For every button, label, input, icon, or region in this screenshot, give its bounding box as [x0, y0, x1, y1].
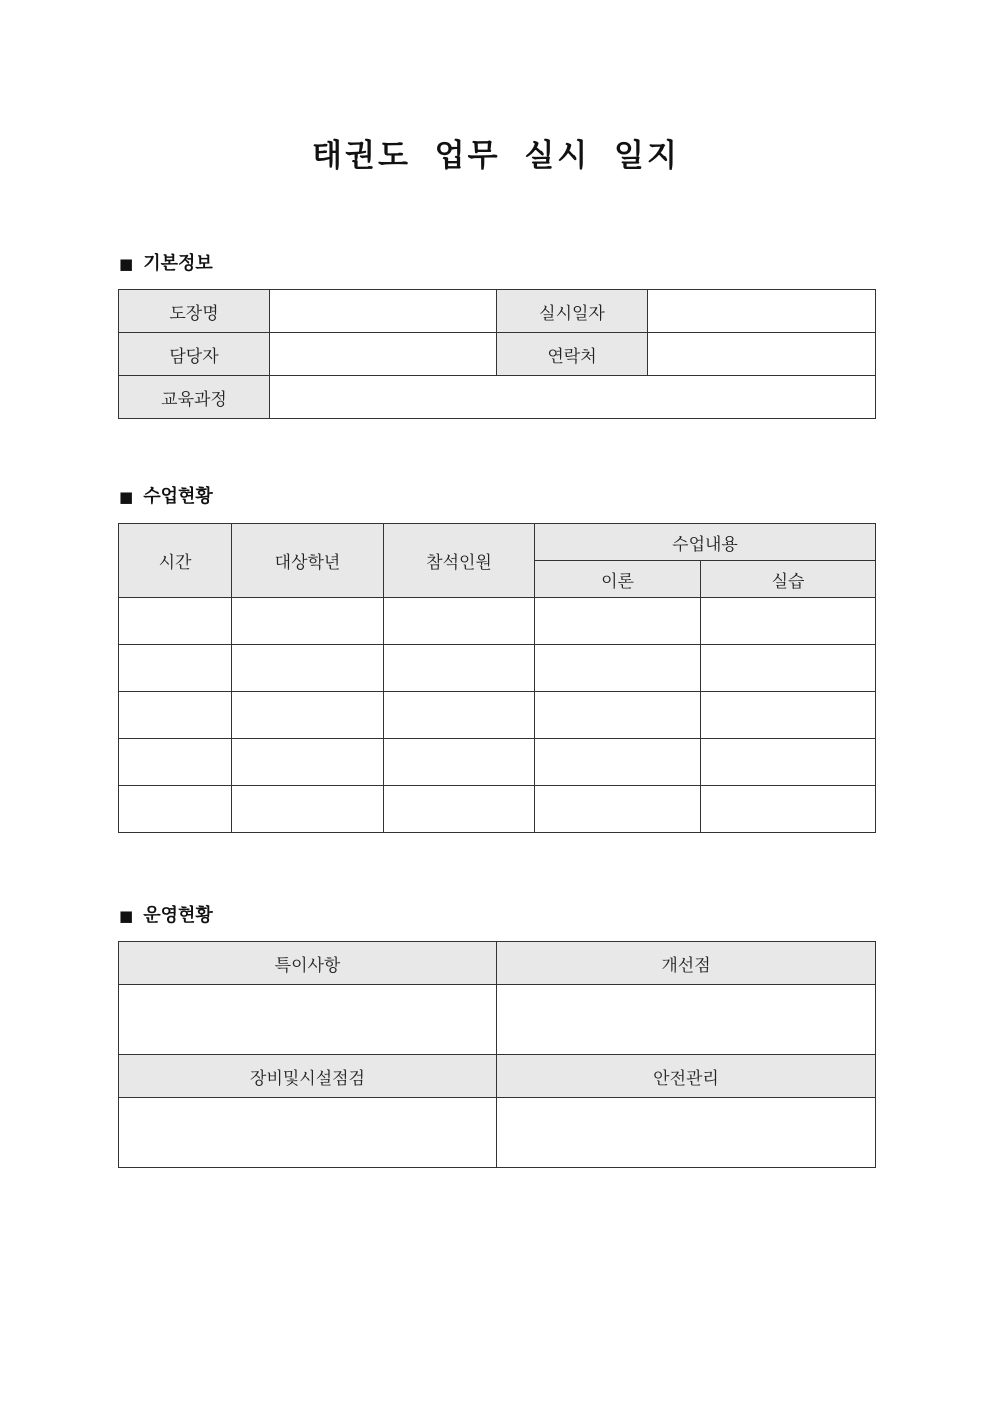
table-row — [119, 786, 876, 833]
improvements-field[interactable] — [497, 985, 876, 1055]
course-label: 교육과정 — [119, 376, 270, 419]
theory-cell[interactable] — [535, 598, 701, 645]
date-field[interactable] — [648, 290, 876, 333]
basic-info-table — [118, 289, 876, 419]
section-heading-basic-info — [119, 252, 213, 276]
time-cell[interactable] — [119, 692, 232, 739]
dojang-name-field[interactable] — [270, 290, 497, 333]
table-row — [119, 598, 876, 645]
section-heading-class-status — [119, 485, 213, 509]
square-bullet-icon: ■ — [119, 255, 134, 273]
time-cell[interactable] — [119, 598, 232, 645]
attendance-cell[interactable] — [384, 786, 535, 833]
section-title: 기본정보 — [143, 253, 213, 274]
time-cell[interactable] — [119, 645, 232, 692]
contact-field[interactable] — [648, 333, 876, 376]
theory-cell[interactable] — [535, 739, 701, 786]
practice-cell[interactable] — [701, 598, 876, 645]
col-header-theory: 이론 — [535, 561, 701, 598]
section-title: 수업현황 — [143, 486, 213, 507]
section-heading-operations — [119, 904, 213, 928]
class-status-table — [118, 523, 876, 833]
improvements-label: 개선점 — [497, 942, 876, 985]
col-header-time: 시간 — [119, 524, 232, 598]
theory-cell[interactable] — [535, 692, 701, 739]
grade-cell[interactable] — [232, 645, 384, 692]
contact-label: 연락처 — [497, 333, 648, 376]
practice-cell[interactable] — [701, 786, 876, 833]
grade-cell[interactable] — [232, 739, 384, 786]
grade-cell[interactable] — [232, 692, 384, 739]
manager-label: 담당자 — [119, 333, 270, 376]
table-row — [119, 739, 876, 786]
square-bullet-icon: ■ — [119, 488, 134, 506]
grade-cell[interactable] — [232, 786, 384, 833]
equipment-check-label: 장비및시설점검 — [119, 1055, 497, 1098]
practice-cell[interactable] — [701, 645, 876, 692]
col-header-practice: 실습 — [701, 561, 876, 598]
col-header-grade: 대상학년 — [232, 524, 384, 598]
attendance-cell[interactable] — [384, 645, 535, 692]
time-cell[interactable] — [119, 739, 232, 786]
practice-cell[interactable] — [701, 739, 876, 786]
attendance-cell[interactable] — [384, 739, 535, 786]
col-header-attendance: 참석인원 — [384, 524, 535, 598]
date-label: 실시일자 — [497, 290, 648, 333]
course-field[interactable] — [270, 376, 876, 419]
table-row — [119, 645, 876, 692]
time-cell[interactable] — [119, 786, 232, 833]
theory-cell[interactable] — [535, 645, 701, 692]
theory-cell[interactable] — [535, 786, 701, 833]
table-row — [119, 692, 876, 739]
dojang-name-label: 도장명 — [119, 290, 270, 333]
manager-field[interactable] — [270, 333, 497, 376]
grade-cell[interactable] — [232, 598, 384, 645]
document-title: 태권도 업무 실시 일지 — [312, 138, 680, 174]
col-header-content: 수업내용 — [535, 524, 876, 561]
safety-management-label: 안전관리 — [497, 1055, 876, 1098]
equipment-check-field[interactable] — [119, 1098, 497, 1168]
notes-label: 특이사항 — [119, 942, 497, 985]
attendance-cell[interactable] — [384, 598, 535, 645]
attendance-cell[interactable] — [384, 692, 535, 739]
square-bullet-icon: ■ — [119, 907, 134, 925]
safety-management-field[interactable] — [497, 1098, 876, 1168]
notes-field[interactable] — [119, 985, 497, 1055]
section-title: 운영현황 — [143, 905, 213, 926]
operations-table — [118, 941, 876, 1168]
practice-cell[interactable] — [701, 692, 876, 739]
